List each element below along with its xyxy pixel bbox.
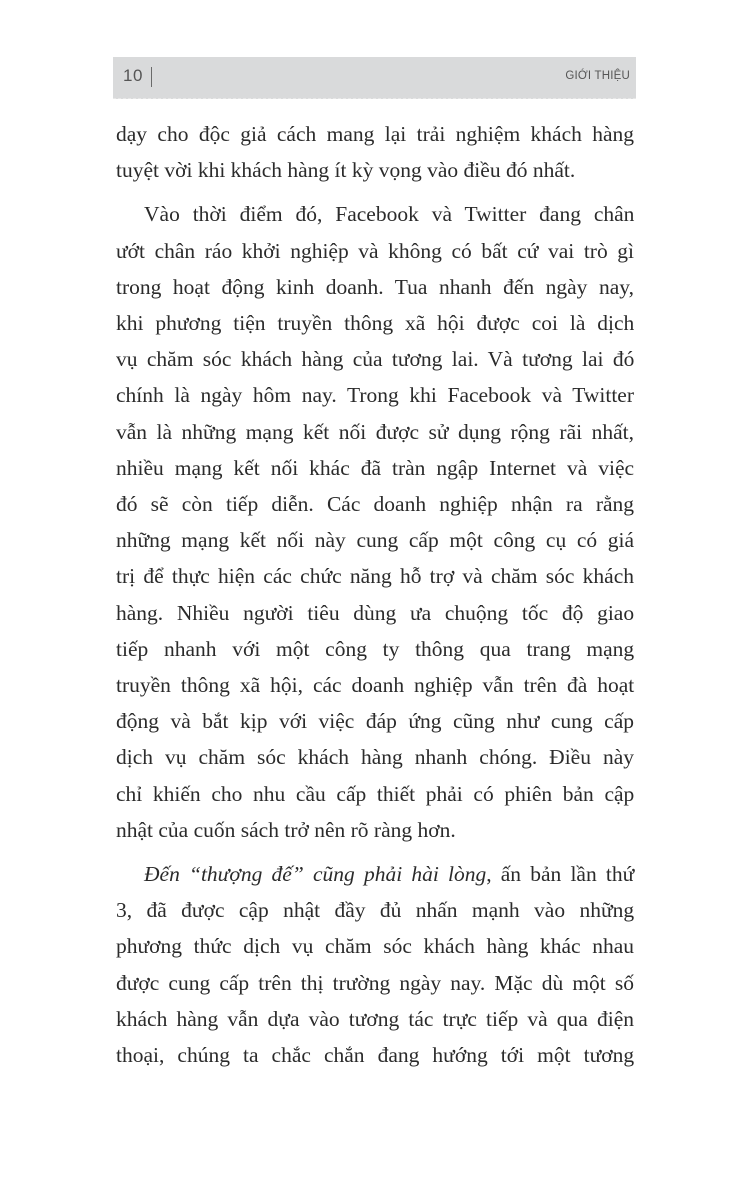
text-line: trị để thực hiện các chức năng hỗ trợ và chăm sóc khách: [116, 564, 634, 589]
text-line: nhật của cuốn sách trở nên rõ ràng hơn.: [116, 817, 456, 842]
text-line: chính là ngày hôm nay. Trong khi Facebook và Twitter: [116, 383, 634, 408]
text-line: trong hoạt động kinh doanh. Tua nhanh đến ngày nay,: [116, 274, 634, 299]
text-line: truyền thông xã hội, các doanh nghiệp vẫn trên đà hoạt: [116, 673, 635, 698]
text-line: hàng. Nhiều người tiêu dùng ưa chuộng tốc độ giao: [116, 600, 635, 625]
header-separator: [151, 67, 152, 87]
page-number: 10: [123, 66, 143, 85]
text-line: chỉ khiến cho nhu cầu cấp thiết phải có phiên bản cập: [116, 781, 635, 806]
text-line: đó sẽ còn tiếp diễn. Các doanh nghiệp nhận ra rằng: [116, 492, 635, 517]
text-line: vẫn là những mạng kết nối được sử dụng rộng rãi nhất,: [116, 419, 634, 444]
text-line: tiếp nhanh với một công ty thông qua trang mạng: [116, 636, 635, 661]
text-line: động và bắt kịp với việc đáp ứng cũng như cung cấp: [116, 709, 634, 734]
text-line: Vào thời điểm đó, Facebook và Twitter đang chân: [144, 202, 635, 227]
text-line: nhiều mạng kết nối khác đã tràn ngập Internet và việc: [116, 455, 635, 480]
text-line: ướt chân ráo khởi nghiệp và không có bất cứ vai trò gì: [116, 238, 634, 263]
text-line: khách hàng vẫn dựa vào tương tác trực tiếp và qua điện: [116, 1006, 634, 1031]
text-line: thoại, chúng ta chắc chắn đang hướng tới một tương: [116, 1043, 635, 1068]
text-line: khi phương tiện truyền thông xã hội được coi là dịch: [116, 311, 635, 336]
text-line: những mạng kết nối này cung cấp một công cụ có giá: [116, 528, 635, 553]
text-line: được cung cấp trên thị trường ngày nay. Mặc dù một số: [116, 970, 634, 995]
text-line: vụ chăm sóc khách hàng của tương lai. Và tương lai đó: [116, 347, 635, 372]
book-title: Đến “thượng đế” cũng phải hài lòng: [144, 862, 487, 887]
text-fragment: , ấn bản lần thứ: [486, 862, 635, 887]
text-line: dạy cho độc giả cách mang lại trải nghiệm khách hàng: [116, 122, 635, 146]
running-header: [113, 57, 636, 99]
text-line: tuyệt vời khi khách hàng ít kỳ vọng vào điều đó nhất.: [116, 158, 576, 183]
text-line: [116, 856, 634, 892]
section-title: GIỚI THIỆU: [565, 70, 630, 82]
paragraph-2: [116, 196, 634, 848]
paragraph-1: [116, 116, 634, 188]
text-line: phương thức dịch vụ chăm sóc khách hàng khác nhau: [116, 934, 634, 959]
paragraph-3: [116, 856, 634, 1073]
text-line: 3, đã được cập nhật đầy đủ nhấn mạnh vào những: [116, 898, 635, 923]
body-text: [116, 116, 634, 1081]
text-line: dịch vụ chăm sóc khách hàng nhanh chóng. Điều này: [116, 745, 634, 770]
